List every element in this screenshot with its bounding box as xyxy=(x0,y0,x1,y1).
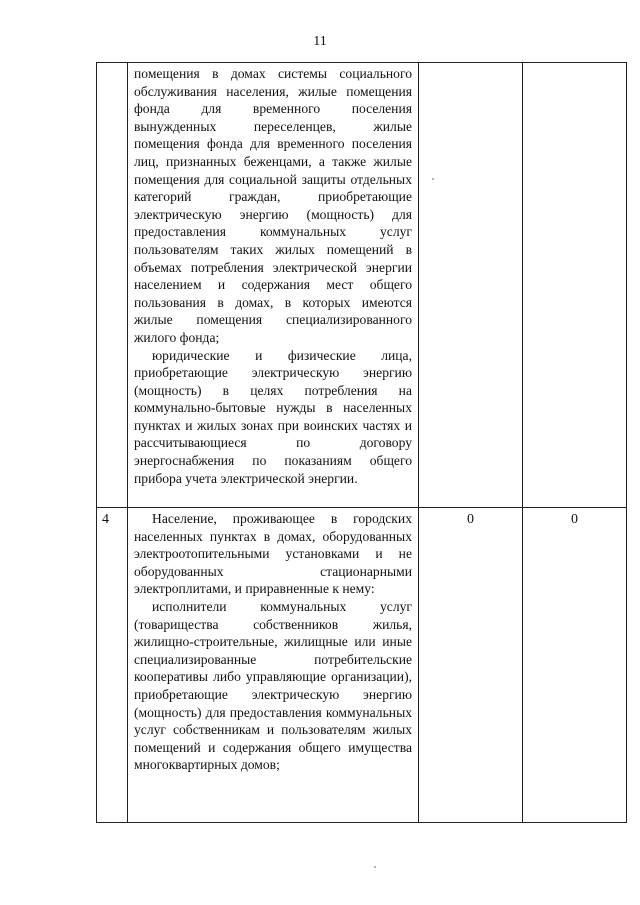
table-row xyxy=(97,63,627,508)
value-2 xyxy=(523,63,626,67)
value-1: 0 xyxy=(467,512,474,527)
value-1 xyxy=(419,63,522,67)
value-cell-1 xyxy=(419,63,523,508)
row-number-cell xyxy=(97,63,128,508)
description-paragraph: Население, проживающее в городских населенных пунктах в домах, оборудованных электроотопительными установками и не оборудованных стационарными электроплитами, и приравненные к нему: xyxy=(134,511,412,597)
value-cell-1 xyxy=(419,508,523,823)
row-number-cell xyxy=(97,508,128,823)
table-row xyxy=(97,508,627,823)
description-cell xyxy=(128,63,419,508)
page-number: 11 xyxy=(313,34,327,49)
row-number: 4 xyxy=(102,512,109,527)
value-2: 0 xyxy=(571,512,578,527)
row-number xyxy=(97,63,127,67)
description-paragraph: помещения в домах системы социального обслуживания населения, жилые помещения фонда для временного поселения вынужденных переселенцев, жилые помещения фонда для временного поселения лиц, признанных беженцами, а также жилые помещения для социальной защиты отдельных категорий граждан, приобретающие электрическую энергию (мощность) для предоставления коммунальных услуг пользователям таких жилых помещений в объемах потребления электрической энергии населением и содержания мест общего пользования в домах, в которых имеются жилые помещения специализированного жилого фонда; xyxy=(134,66,412,345)
tariff-table xyxy=(96,62,627,823)
description-paragraph: исполнители коммунальных услуг (товарищества собственников жилья, жилищно-строительные, жилищные или иные специализированные потребительские кооперативы либо управляющие организации), приобретающие электрическую энергию (мощность) для предоставления коммунальных услуг собственникам и пользователям жилых помещений и содержания общего имущества многоквартирных домов; xyxy=(134,598,412,773)
description-paragraph: юридические и физические лица, приобретающие электрическую энергию (мощность) в целях потребления на коммунально-бытовые нужды в населенных пунктах и жилых зонах при воинских частях и рассчитывающиеся по договору энергоснабжения по показаниям общего прибора учета электрической энергии. xyxy=(134,347,412,486)
scan-speck xyxy=(432,178,434,180)
scan-speck xyxy=(374,866,376,868)
value-cell-2 xyxy=(523,63,627,508)
description-cell xyxy=(128,508,419,823)
value-cell-2 xyxy=(523,508,627,823)
